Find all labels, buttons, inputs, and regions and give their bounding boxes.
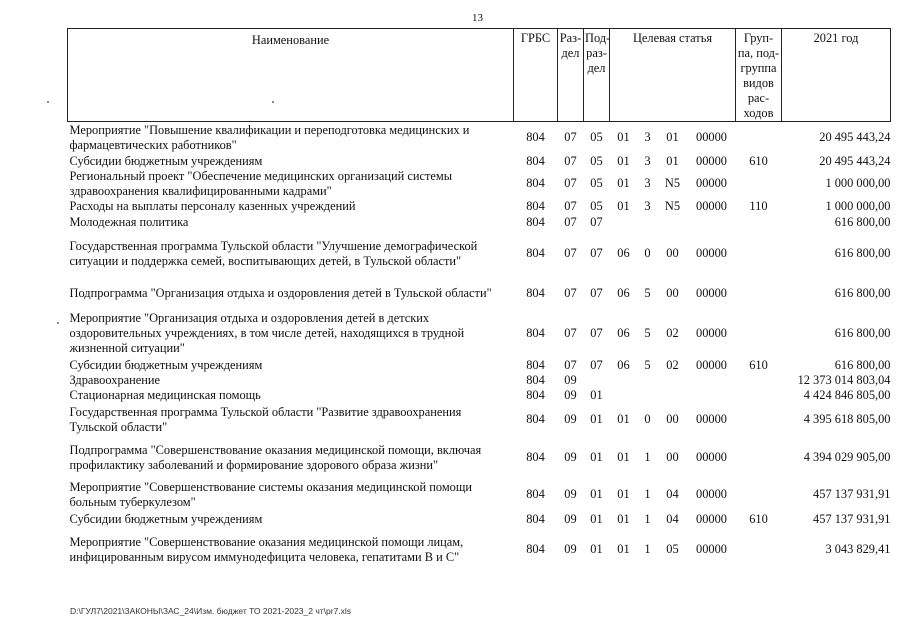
row-subprogram: 3 xyxy=(644,198,651,213)
row-event: 00 xyxy=(666,246,679,260)
table-header xyxy=(68,29,891,122)
row-program: 06 xyxy=(617,326,630,340)
row-direction xyxy=(688,388,736,403)
row-amount: 616 800,00 xyxy=(834,214,891,229)
row-program: 06 xyxy=(617,357,630,372)
row-expense-type: 610 xyxy=(749,357,768,372)
row-subprogram: 1 xyxy=(644,450,651,464)
row-amount: 1 000 000,00 xyxy=(825,176,891,190)
row-razdel: 09 xyxy=(564,511,577,526)
row-name: Мероприятие "Совершенствование системы оказания медицинской помощи больным туберкулезом" xyxy=(69,479,473,509)
row-podrazdel: 07 xyxy=(590,285,603,300)
row-podrazdel: 01 xyxy=(590,450,603,464)
row-direction: 00000 xyxy=(696,542,727,556)
row-name: Субсидии бюджетным учреждениям xyxy=(69,153,263,168)
row-program xyxy=(610,373,638,388)
row-podrazdel: 01 xyxy=(590,511,603,526)
row-razdel: 07 xyxy=(564,357,577,372)
row-grbs: 804 xyxy=(526,412,545,426)
row-program xyxy=(610,214,638,231)
row-name: Субсидии бюджетным учреждениям xyxy=(69,511,263,526)
row-program: 01 xyxy=(617,176,630,190)
row-expense-type: 110 xyxy=(749,198,768,213)
row-expense-type: 610 xyxy=(749,153,768,168)
row-expense-type xyxy=(736,373,782,388)
row-event: 01 xyxy=(666,130,679,145)
row-amount: 4 395 618 805,00 xyxy=(803,412,891,426)
row-program: 06 xyxy=(617,285,630,300)
header-target-article: Целевая статья xyxy=(610,29,736,122)
row-podrazdel: 05 xyxy=(590,130,603,145)
row-amount: 616 800,00 xyxy=(834,326,891,340)
row-razdel: 07 xyxy=(564,326,577,340)
row-amount: 1 000 000,00 xyxy=(825,198,891,213)
header-name: Наименование xyxy=(68,29,514,122)
row-subprogram: 3 xyxy=(644,153,651,168)
row-podrazdel: 07 xyxy=(590,214,603,229)
row-event: N5 xyxy=(664,176,681,190)
row-podrazdel: 05 xyxy=(590,198,603,213)
row-direction: 00000 xyxy=(696,130,727,145)
row-program: 01 xyxy=(617,130,630,145)
row-name: Мероприятие "Повышение квалификации и переподготовка медицинских и фармацевтических работников" xyxy=(69,122,470,152)
row-expense-type xyxy=(736,437,782,479)
table-row xyxy=(68,528,891,572)
row-program xyxy=(610,388,638,403)
row-subprogram: 0 xyxy=(644,412,651,426)
row-subprogram: 5 xyxy=(644,357,651,372)
header-expense-group: Груп- па, под- группа видов рас- ходов xyxy=(736,29,782,122)
row-name: Государственная программа Тульской области "Развитие здравоохранения Тульской области" xyxy=(69,404,462,434)
row-subprogram: 5 xyxy=(644,285,651,300)
row-name: Региональный проект "Обеспечение медицинских организаций системы здравоохранения квалифицированными кадрами" xyxy=(69,168,453,198)
row-amount: 20 495 443,24 xyxy=(819,130,891,145)
row-amount: 457 137 931,91 xyxy=(813,511,891,526)
row-name: Мероприятие "Организация отдыха и оздоровления детей в детских оздоровительных учреждениях, в том числе детей, находящихся в трудной жизненной ситуации" xyxy=(69,311,465,355)
row-grbs: 804 xyxy=(526,387,545,402)
row-podrazdel: 05 xyxy=(590,176,603,190)
row-event: 00 xyxy=(666,412,679,426)
row-expense-type: 610 xyxy=(749,511,768,526)
row-razdel: 09 xyxy=(564,372,577,387)
row-subprogram: 1 xyxy=(644,487,651,501)
row-name: Субсидии бюджетным учреждениям xyxy=(69,357,263,372)
row-grbs: 804 xyxy=(526,326,545,340)
table-row xyxy=(68,403,891,437)
table-row xyxy=(68,231,891,277)
table-row xyxy=(68,388,891,403)
row-razdel: 09 xyxy=(564,412,577,426)
table-row xyxy=(68,310,891,358)
row-razdel: 07 xyxy=(564,198,577,213)
row-expense-type xyxy=(736,277,782,310)
table-row xyxy=(68,358,891,373)
row-expense-type xyxy=(736,214,782,231)
row-program: 01 xyxy=(617,450,630,464)
table-row xyxy=(68,373,891,388)
row-subprogram xyxy=(638,214,658,231)
row-grbs: 804 xyxy=(526,176,545,190)
row-event: 05 xyxy=(666,542,679,556)
row-razdel: 07 xyxy=(564,153,577,168)
row-event: 04 xyxy=(666,487,679,501)
row-grbs: 804 xyxy=(526,130,545,145)
row-razdel: 09 xyxy=(564,487,577,501)
scan-speck xyxy=(47,101,49,103)
row-expense-type xyxy=(736,388,782,403)
row-grbs: 804 xyxy=(526,450,545,464)
row-podrazdel: 05 xyxy=(590,153,603,168)
row-program: 01 xyxy=(617,153,630,168)
row-razdel: 07 xyxy=(564,214,577,229)
row-name: Молодежная политика xyxy=(69,214,189,229)
row-direction: 00000 xyxy=(696,412,727,426)
row-expense-type xyxy=(736,310,782,358)
table-row xyxy=(68,479,891,511)
row-subprogram: 3 xyxy=(644,130,651,145)
table-row xyxy=(68,277,891,310)
row-subprogram: 0 xyxy=(644,246,651,260)
row-podrazdel: 01 xyxy=(590,387,603,402)
row-event: 02 xyxy=(666,326,679,340)
row-grbs: 804 xyxy=(526,372,545,387)
scan-speck xyxy=(272,101,274,103)
row-grbs: 804 xyxy=(526,285,545,300)
row-amount: 4 424 846 805,00 xyxy=(803,387,891,402)
row-subprogram: 5 xyxy=(644,326,651,340)
row-direction: 00000 xyxy=(696,357,727,372)
row-podrazdel: 01 xyxy=(590,412,603,426)
row-amount: 616 800,00 xyxy=(834,246,891,260)
row-grbs: 804 xyxy=(526,357,545,372)
row-direction: 00000 xyxy=(696,246,727,260)
header-year-2021: 2021 год xyxy=(782,29,891,122)
row-grbs: 804 xyxy=(526,153,545,168)
row-grbs: 804 xyxy=(526,487,545,501)
row-event: 00 xyxy=(666,450,679,464)
header-podrazdel: Под- раз- дел xyxy=(584,29,610,122)
row-program: 01 xyxy=(617,412,630,426)
row-amount: 20 495 443,24 xyxy=(819,153,891,168)
row-podrazdel: 01 xyxy=(590,487,603,501)
row-event: 02 xyxy=(666,357,679,372)
row-direction: 00000 xyxy=(696,326,727,340)
row-podrazdel: 07 xyxy=(590,246,603,260)
row-direction: 00000 xyxy=(696,511,727,526)
row-grbs: 804 xyxy=(526,214,545,229)
row-amount: 4 394 029 905,00 xyxy=(803,450,891,464)
row-amount: 457 137 931,91 xyxy=(813,487,891,501)
row-subprogram: 3 xyxy=(644,176,651,190)
row-amount: 616 800,00 xyxy=(834,357,891,372)
row-expense-type xyxy=(736,528,782,572)
row-event xyxy=(658,373,688,388)
row-name: Расходы на выплаты персоналу казенных учреждений xyxy=(69,198,356,213)
row-grbs: 804 xyxy=(526,542,545,556)
row-direction: 00000 xyxy=(696,285,727,300)
row-program: 01 xyxy=(617,198,630,213)
table-row xyxy=(68,122,891,154)
row-event: N5 xyxy=(664,198,681,213)
row-podrazdel: 07 xyxy=(590,357,603,372)
row-name: Здравоохранение xyxy=(69,372,161,387)
row-subprogram: 1 xyxy=(644,511,651,526)
header-grbs: ГРБС xyxy=(514,29,558,122)
row-grbs: 804 xyxy=(526,246,545,260)
row-expense-type xyxy=(736,479,782,511)
row-razdel: 09 xyxy=(564,387,577,402)
row-podrazdel xyxy=(584,373,610,388)
table-body xyxy=(68,122,891,572)
page-number: 13 xyxy=(472,12,483,24)
scan-speck xyxy=(57,322,59,324)
row-event: 04 xyxy=(666,511,679,526)
row-event xyxy=(658,214,688,231)
row-subprogram xyxy=(638,388,658,403)
table-row xyxy=(68,511,891,528)
row-direction: 00000 xyxy=(696,176,727,190)
row-razdel: 09 xyxy=(564,450,577,464)
row-name: Подпрограмма "Совершенствование оказания медицинской помощи, включая профилактику заболеваний и формирование здорового образа жизни" xyxy=(69,442,482,472)
table-row xyxy=(68,214,891,231)
row-event: 01 xyxy=(666,153,679,168)
table-row xyxy=(68,199,891,214)
row-razdel: 07 xyxy=(564,130,577,145)
row-name: Стационарная медицинская помощь xyxy=(69,387,261,402)
row-expense-type xyxy=(736,169,782,199)
row-subprogram: 1 xyxy=(644,542,651,556)
row-direction xyxy=(688,373,736,388)
row-amount: 3 043 829,41 xyxy=(825,542,891,556)
budget-table xyxy=(67,28,891,572)
row-expense-type xyxy=(736,231,782,277)
row-direction: 00000 xyxy=(696,198,727,213)
row-program: 06 xyxy=(617,246,630,260)
budget-table-container xyxy=(67,28,890,572)
row-amount: 616 800,00 xyxy=(834,285,891,300)
row-event xyxy=(658,388,688,403)
table-row xyxy=(68,169,891,199)
row-podrazdel: 07 xyxy=(590,326,603,340)
row-razdel: 07 xyxy=(564,176,577,190)
row-grbs: 804 xyxy=(526,511,545,526)
row-amount: 12 373 014 803,04 xyxy=(797,372,891,387)
row-podrazdel: 01 xyxy=(590,542,603,556)
file-path-footer: D:\ГУЛ7\2021\ЗАКОНЫ\ЗАС_24\Изм. бюджет ТО 2021-2023_2 чт\pr7.xls xyxy=(70,606,352,616)
row-razdel: 07 xyxy=(564,246,577,260)
row-direction xyxy=(688,214,736,231)
row-direction: 00000 xyxy=(696,487,727,501)
row-direction: 00000 xyxy=(696,450,727,464)
row-program: 01 xyxy=(617,542,630,556)
row-grbs: 804 xyxy=(526,198,545,213)
row-razdel: 09 xyxy=(564,542,577,556)
header-razdel: Раз- дел xyxy=(558,29,584,122)
row-razdel: 07 xyxy=(564,285,577,300)
row-subprogram xyxy=(638,373,658,388)
row-event: 00 xyxy=(666,285,679,300)
row-name: Государственная программа Тульской области "Улучшение демографической ситуации и поддержка семей, воспитывающих детей, в Тульской области" xyxy=(69,238,478,268)
row-expense-type xyxy=(736,403,782,437)
table-row xyxy=(68,154,891,169)
table-row xyxy=(68,437,891,479)
row-direction: 00000 xyxy=(696,153,727,168)
row-program: 01 xyxy=(617,487,630,501)
row-expense-type xyxy=(736,122,782,154)
row-name: Подпрограмма "Организация отдыха и оздоровления детей в Тульской области" xyxy=(69,285,492,300)
row-name: Мероприятие "Совершенствование оказания медицинской помощи лицам, инфицированным вирусом иммунодефицита человека, гепатитами В и С" xyxy=(69,534,464,564)
row-program: 01 xyxy=(617,511,630,526)
